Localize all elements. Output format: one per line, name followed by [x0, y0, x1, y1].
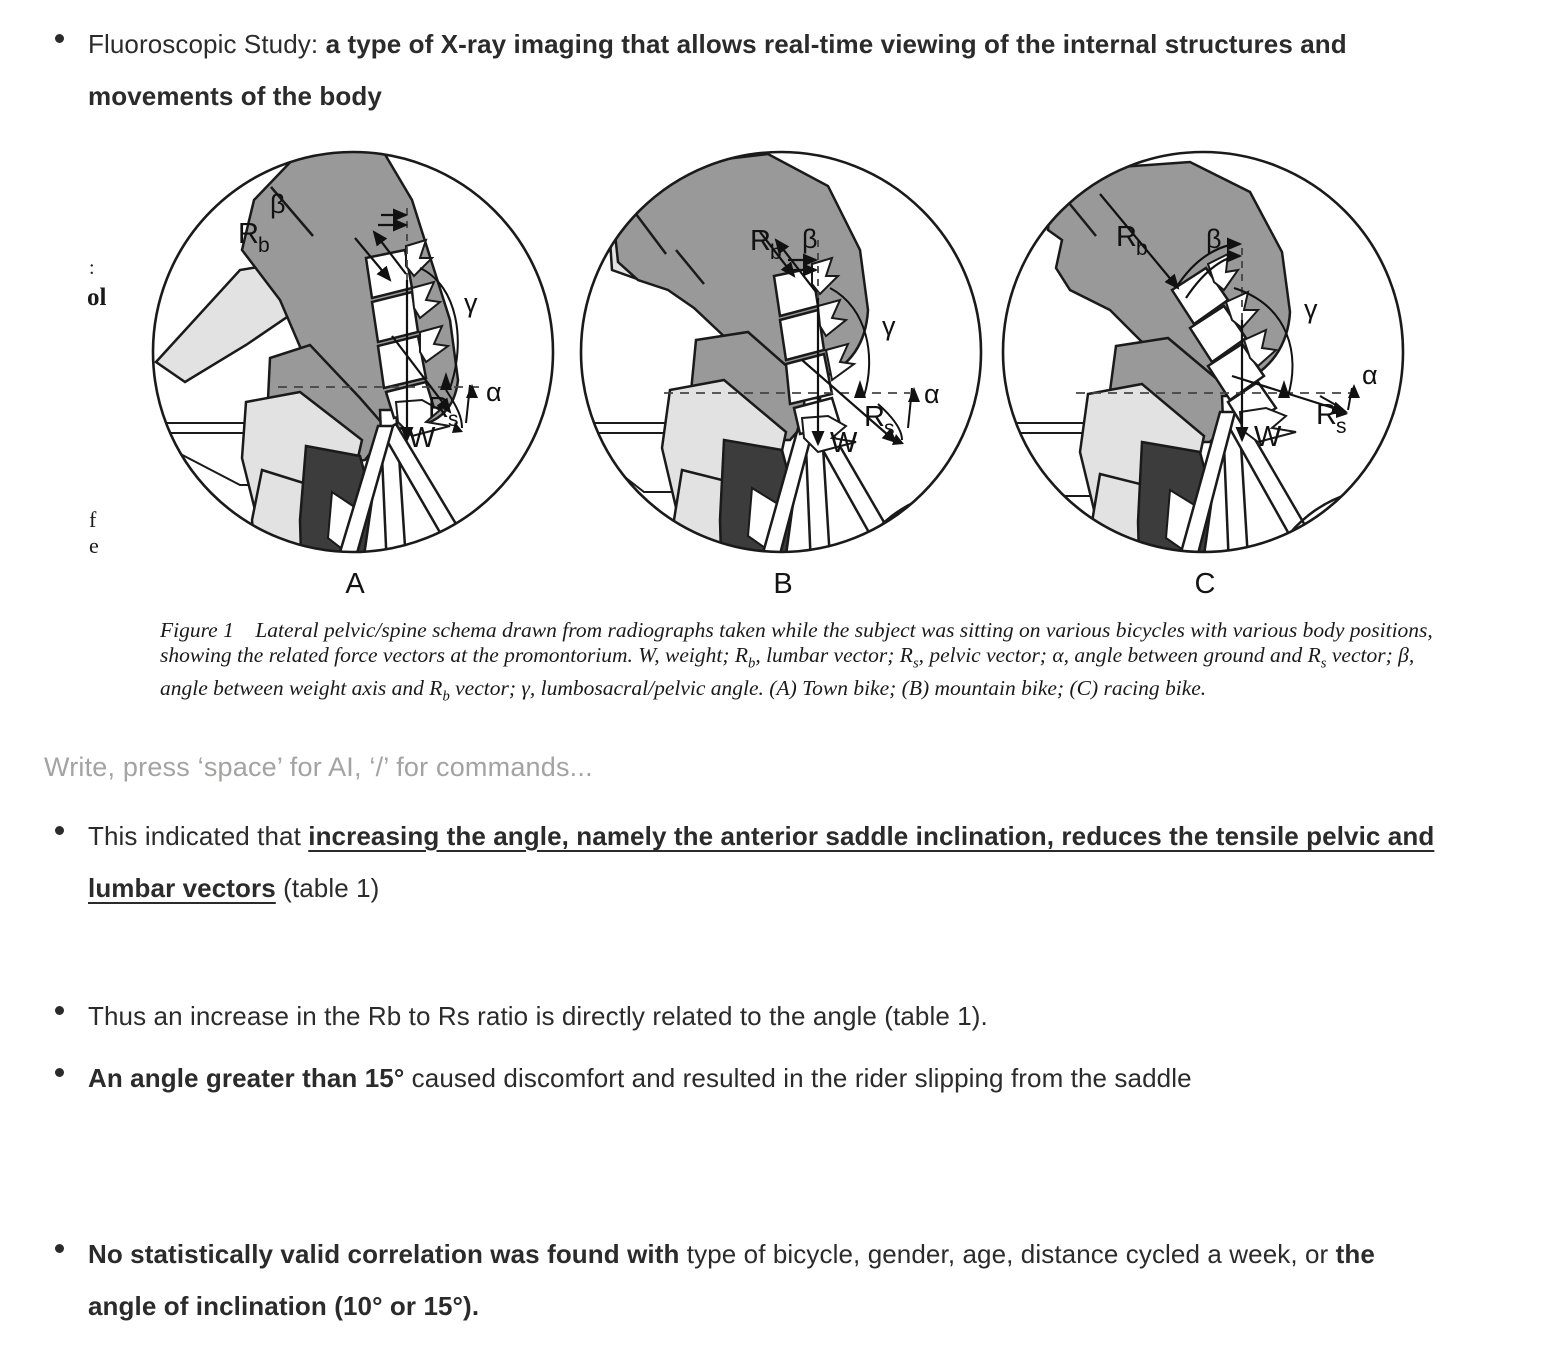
svg-text:R: R [750, 225, 771, 257]
svg-text:b: b [258, 234, 270, 257]
bullet5-bold-tail: the angle of inclination (10° or 15°). [88, 1239, 1375, 1321]
figure-caption-line3b: vector; β, angle between weight axis and R [160, 643, 1415, 701]
svg-text:W: W [1254, 421, 1282, 453]
figure-1 [150, 140, 1440, 720]
figure-caption-sub-b1: b [748, 655, 756, 672]
figure-caption-sub-s1: s [912, 655, 919, 672]
figure-caption-sub-s2: s [1320, 655, 1327, 672]
figure-panel-c [1000, 140, 1410, 600]
figure-caption-sub-b2: b [442, 688, 450, 705]
bullet1-bold: a type of X-ray imaging that allows real-time viewing of the internal structures and movements of the body [88, 29, 1347, 111]
svg-text:α: α [924, 379, 940, 409]
figure-caption-line2c: , pelvic vector; [918, 643, 1047, 667]
bullet-text-rb-rs-ratio: Thus an increase in the Rb to Rs ratio is directly related to the angle (table 1). [88, 1001, 988, 1031]
figure-panel-a [150, 140, 560, 600]
bullet-marker [55, 826, 64, 835]
figure-panel-b [578, 140, 988, 600]
svg-text:s: s [1336, 415, 1347, 438]
gutter-fragment-ol: ol [87, 284, 107, 311]
svg-text:β: β [802, 224, 818, 254]
list-item [55, 1052, 1385, 1104]
svg-text:b: b [770, 241, 782, 264]
list-item [55, 810, 1445, 914]
bullet-marker [55, 1068, 64, 1077]
figure-panel-label-c: C [1194, 568, 1216, 600]
bullet4-bold-lead: An angle greater than 15° [88, 1063, 405, 1093]
svg-text:s: s [884, 417, 895, 440]
figure-caption-line3c: vector; γ, lumbosacral/pelvic angle. (A) Town [449, 676, 848, 701]
bullet-marker [55, 34, 64, 43]
svg-text:W: W [830, 427, 858, 459]
bullet5-bold-lead: No statistically valid correlation was found with [88, 1239, 680, 1269]
bullet5-plain-mid: type of bicycle, gender, age, distance cycled a week, or [686, 1239, 1329, 1269]
bullet2-plain-suffix: (table 1) [283, 873, 380, 903]
svg-text:β: β [270, 189, 286, 219]
figure-caption-line3a: α, angle between ground and R [1052, 643, 1321, 667]
svg-text:R: R [428, 392, 449, 424]
figure-caption-number: Figure 1 [160, 618, 234, 642]
figure-panels [150, 140, 1440, 600]
bullet-text-angle-greater [88, 1052, 1192, 1104]
figure-panel-label-b: B [773, 568, 793, 600]
gutter-fragment-e: e [89, 533, 99, 558]
list-item [55, 990, 1445, 1042]
bullet-marker [55, 1244, 64, 1253]
list-item [55, 1228, 1385, 1332]
bullet-text-increasing-angle [88, 810, 1445, 914]
bullet4-plain-rest: caused discomfort and resulted in the rider slipping from the saddle [411, 1063, 1192, 1093]
bullet2-underline: increasing the angle, namely the anterior saddle inclination, reduces the tensile pelvic and lumbar vectors [88, 821, 1435, 903]
figure-caption-line1: Lateral pelvic/spine schema drawn from radiographs taken while the subject was sitting on various bicycles with [255, 618, 1228, 642]
figure-panel-label-a: A [345, 568, 365, 600]
bullet1-plain: Fluoroscopic Study: [88, 29, 319, 59]
svg-text:γ: γ [464, 288, 478, 318]
gutter-fragment-f: f [89, 507, 97, 532]
figure-caption-line4: bike; (B) mountain bike; (C) racing bike. [853, 676, 1207, 701]
svg-text:R: R [238, 218, 259, 250]
svg-text:s: s [448, 408, 459, 431]
figure-caption-line2a: various body positions, showing the related force vectors at the promontorium. W, weight; R [160, 618, 1433, 667]
svg-text:β: β [1206, 224, 1222, 254]
gutter-fragment-colon: : [89, 257, 95, 279]
svg-text:b: b [1136, 237, 1148, 260]
svg-text:γ: γ [1304, 294, 1318, 324]
bullet-text-fluoroscopic [88, 18, 1445, 122]
list-item [55, 18, 1445, 122]
figure-caption [160, 618, 1435, 710]
svg-text:R: R [1116, 221, 1137, 253]
bullet2-plain-prefix: This indicated that [88, 821, 301, 851]
svg-text:R: R [1316, 399, 1337, 431]
svg-text:W: W [408, 422, 436, 454]
bullet-text-no-correlation [88, 1228, 1385, 1332]
svg-text:R: R [864, 401, 885, 433]
editor-placeholder[interactable]: Write, press ‘space’ for AI, ‘/’ for commands... [44, 752, 593, 782]
figure-caption-line2b: , lumbar vector; R [755, 643, 913, 667]
svg-text:γ: γ [882, 311, 896, 341]
svg-text:α: α [1362, 360, 1378, 390]
svg-text:α: α [486, 377, 502, 407]
bullet-marker [55, 1006, 64, 1015]
